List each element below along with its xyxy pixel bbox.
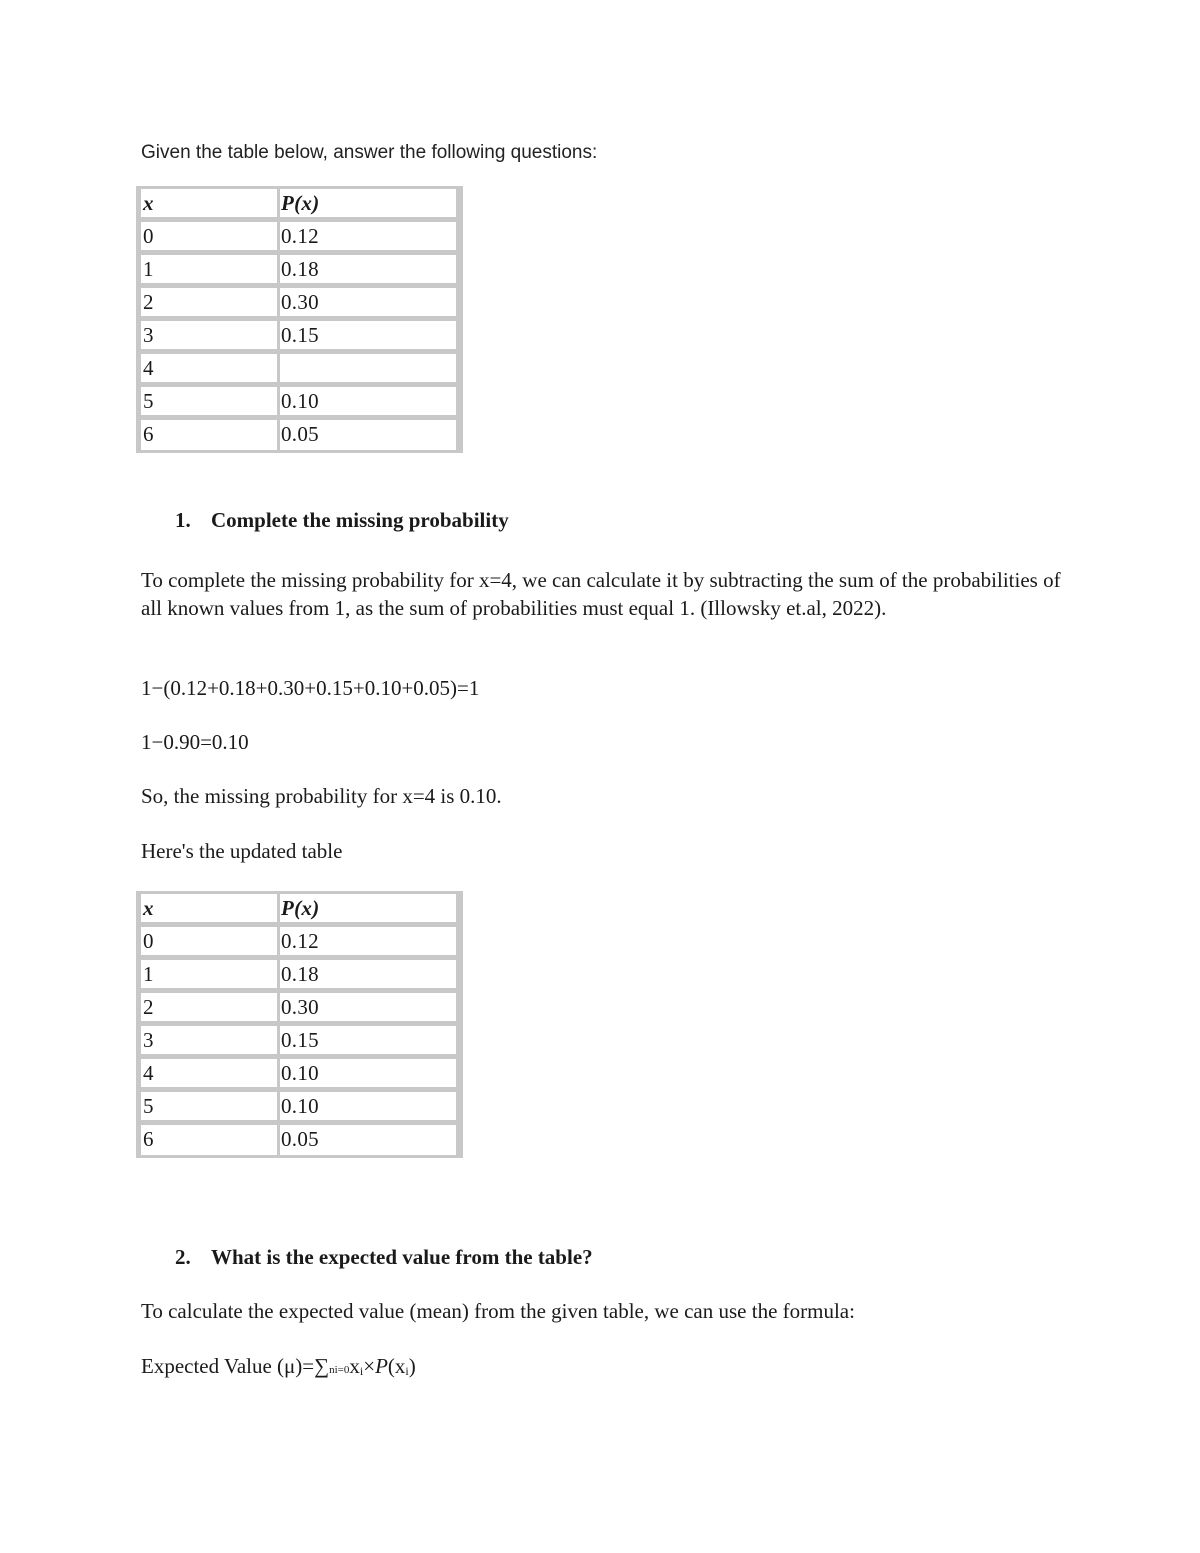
cell-x-value: 5: [139, 1092, 277, 1120]
cell-probability-value: 0.15: [277, 1026, 460, 1054]
cell-probability-value: 0.10: [277, 1059, 460, 1087]
question-2-heading: [175, 1245, 593, 1270]
cell-x-value: 6: [139, 1125, 277, 1155]
formula-term-x: x: [349, 1354, 360, 1378]
cell-x-value: 0: [139, 927, 277, 955]
formula-close: ): [408, 1354, 416, 1378]
column-header-x: x: [139, 189, 277, 217]
cell-probability-value: 0.05: [277, 420, 460, 450]
formula-limits: ni=0: [329, 1364, 350, 1376]
probability-table-updated: [136, 891, 463, 1158]
table-row: [139, 321, 460, 354]
cell-x-value: 5: [139, 387, 277, 415]
formula-open: (x: [387, 1354, 406, 1378]
formula-lhs: Expected Value (μ)=∑: [141, 1354, 330, 1378]
question-1-title: Complete the missing probability: [211, 508, 509, 532]
table-row: [139, 255, 460, 288]
table-row: [139, 1125, 460, 1155]
table-row: [139, 1059, 460, 1092]
question-2-title: What is the expected value from the table?: [211, 1245, 593, 1269]
expected-value-formula: [141, 1354, 416, 1379]
cell-x-value: 2: [139, 288, 277, 316]
question-1-heading: [175, 508, 509, 533]
table-row: [139, 960, 460, 993]
cell-probability-value: 0.12: [277, 927, 460, 955]
cell-probability-value: 0.15: [277, 321, 460, 349]
question-2-number: 2.: [175, 1245, 191, 1269]
cell-probability-value: 0.30: [277, 993, 460, 1021]
cell-probability-value: 0.18: [277, 960, 460, 988]
table-row: [139, 420, 460, 450]
table-row: [139, 927, 460, 960]
cell-probability-value: [277, 354, 460, 382]
cell-x-value: 0: [139, 222, 277, 250]
cell-x-value: 6: [139, 420, 277, 450]
question-1-conclusion: So, the missing probability for x=4 is 0.10.: [141, 784, 502, 808]
calculation-line-2: 1−0.90=0.10: [141, 730, 249, 754]
cell-probability-value: 0.10: [277, 387, 460, 415]
column-header-px: P(x): [277, 189, 460, 217]
updated-table-label: Here's the updated table: [141, 839, 343, 863]
table-header-row: [139, 894, 460, 927]
cell-probability-value: 0.30: [277, 288, 460, 316]
cell-probability-value: 0.12: [277, 222, 460, 250]
question-1-number: 1.: [175, 508, 191, 532]
column-header-x: x: [139, 894, 277, 922]
table-row: [139, 993, 460, 1026]
table-row: [139, 354, 460, 387]
cell-x-value: 4: [139, 354, 277, 382]
table-row: [139, 1026, 460, 1059]
formula-term-subscript: i: [359, 1364, 364, 1378]
cell-x-value: 3: [139, 1026, 277, 1054]
column-header-px: P(x): [277, 894, 460, 922]
cell-x-value: 2: [139, 993, 277, 1021]
table-row: [139, 1092, 460, 1125]
cell-probability-value: 0.10: [277, 1092, 460, 1120]
question-1-explanation: To complete the missing probability for x=4, we can calculate it by subtracting the sum of the probabilities of all known values from 1, as the sum of probabilities must equal 1. (Illowsky et.al, 2022).: [141, 568, 1061, 620]
intro-text: Given the table below, answer the following questions:: [141, 142, 598, 163]
calculation-line-1: 1−(0.12+0.18+0.30+0.15+0.10+0.05)=1: [141, 676, 480, 700]
formula-p: P: [375, 1354, 388, 1378]
table-row: [139, 222, 460, 255]
cell-probability-value: 0.18: [277, 255, 460, 283]
cell-x-value: 1: [139, 255, 277, 283]
table-row: [139, 288, 460, 321]
table-row: [139, 387, 460, 420]
formula-p-subscript: i: [405, 1364, 409, 1378]
cell-x-value: 4: [139, 1059, 277, 1087]
probability-table-original: [136, 186, 463, 453]
table-header-row: [139, 189, 460, 222]
cell-probability-value: 0.05: [277, 1125, 460, 1155]
question-2-explanation: To calculate the expected value (mean) from the given table, we can use the formula:: [141, 1299, 855, 1323]
cell-x-value: 1: [139, 960, 277, 988]
cell-x-value: 3: [139, 321, 277, 349]
formula-times: ×: [363, 1354, 376, 1378]
